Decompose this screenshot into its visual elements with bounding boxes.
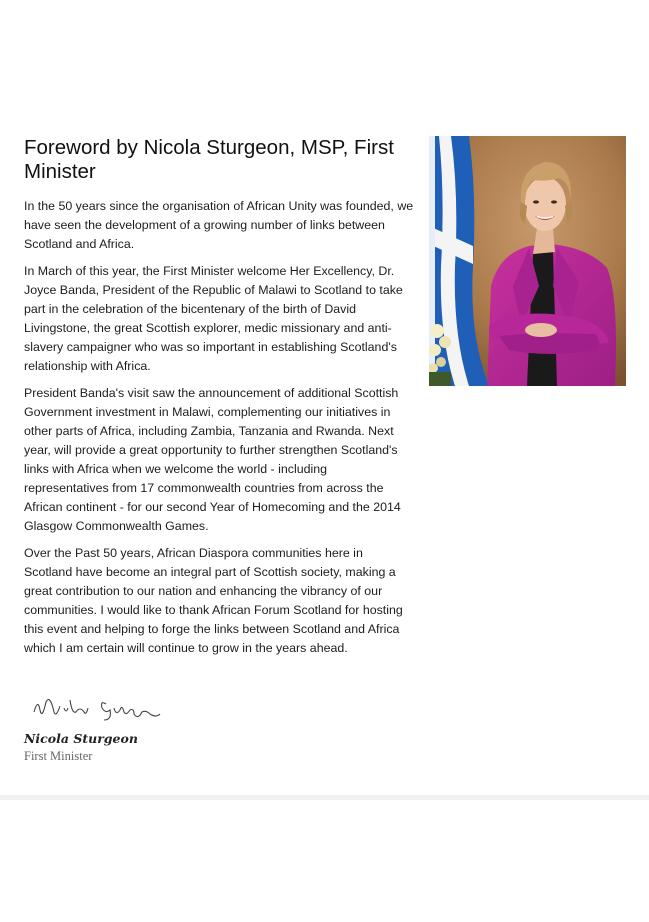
- foreword-body: [24, 197, 414, 666]
- page-footer-area: [0, 795, 649, 922]
- signatory-role: First Minister: [24, 749, 93, 763]
- portrait-photo: [429, 136, 626, 386]
- page-title: Foreword by Nicola Sturgeon, MSP, First Minister: [24, 136, 394, 183]
- portrait-illustration: [429, 136, 626, 386]
- paragraph-2: In March of this year, the First Minister welcome Her Excellency, Dr. Joyce Banda, President of the Republic of Malawi to Scotland to take part in the celebration of the bicentenary of the birth of David Livingstone, the great Scottish explorer, medic missionary and anti-slavery campaigner who was so important in establishing Scotland's relationship with Africa.: [24, 264, 403, 373]
- paragraph-1: In the 50 years since the organisation of African Unity was founded, we have seen the development of a growing number of links between Scotland and Africa.: [24, 199, 414, 251]
- paragraph-3: President Banda's visit saw the announcement of additional Scottish Government investment in Malawi, complementing our initiatives in other parts of Africa, including Zambia, Tanzania and Rwanda. Next year, will provide a great opportunity to further strengthen Scotland's links with Africa when we welcome the world - including representatives from 17 commonwealth countries from across the African continent - for our second Year of Homecoming and the 2014 Glasgow Commonwealth Games.: [24, 386, 401, 533]
- paragraph-4: Over the Past 50 years, African Diaspora communities here in Scotland have become an integral part of Scottish society, making a great contribution to our nation and enhancing the vibrancy of our communities. I would like to thank African Forum Scotland for hosting this event and helping to forge the links between Scotland and Africa which I am certain will continue to grow in the years ahead.: [24, 546, 403, 655]
- signature-drawing: [30, 690, 170, 730]
- signatory-name: Nicola Sturgeon: [24, 731, 138, 746]
- handwritten-signature: [30, 690, 170, 730]
